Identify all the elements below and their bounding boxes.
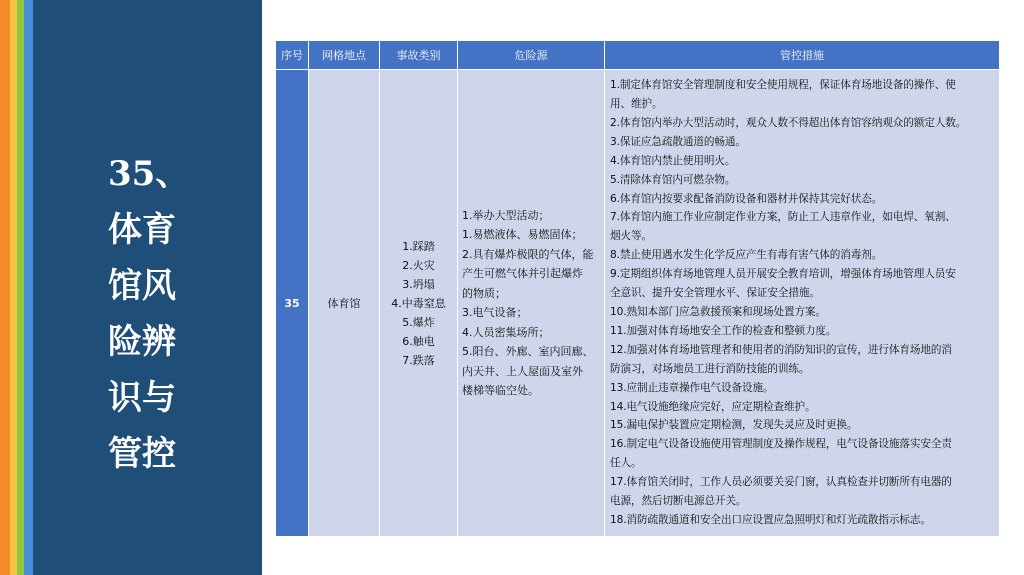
hazard-line: 的物质； bbox=[462, 286, 506, 300]
hazard-line: 2.具有爆炸极限的气体，能 bbox=[462, 247, 594, 261]
measure-line: 7.体育馆内施工作业应制定作业方案，防止工人违章作业，如电焊、氧割、 bbox=[610, 211, 956, 224]
measure-line: 14.电气设施绝缘应完好，应定期检查维护。 bbox=[610, 400, 816, 413]
cell-accident-types bbox=[380, 70, 458, 537]
cell-control-measures bbox=[605, 70, 1000, 537]
hazard-line: 3.电气设备； bbox=[462, 306, 528, 319]
measure-line: 任人。 bbox=[610, 457, 642, 470]
measure-line: 11.加强对体育场地安全工作的检查和整顿力度。 bbox=[610, 324, 837, 337]
measure-line: 8.禁止使用遇水发生化学反应产生有毒有害气体的消毒剂。 bbox=[610, 249, 883, 262]
measure-line: 9.定期组织体育场地管理人员开展安全教育培训，增强体育场地管理人员安 bbox=[610, 268, 956, 281]
accident-type-item: 3.坍塌 bbox=[402, 277, 435, 291]
slide-title bbox=[108, 146, 228, 482]
table-row bbox=[276, 70, 1000, 537]
measure-line: 5.清除体育馆内可燃杂物。 bbox=[610, 173, 736, 186]
accident-type-item: 7.跌落 bbox=[402, 353, 435, 367]
measure-line: 12.加强对体育场地管理者和使用者的消防知识的宣传，进行体育场地的消 bbox=[610, 343, 952, 356]
header-control-measures: 管控措施 bbox=[605, 41, 1000, 70]
measure-line: 15.漏电保护装置应定期检测，发现失灵应及时更换。 bbox=[610, 419, 858, 432]
measure-line: 电源，然后切断电源总开关。 bbox=[610, 495, 747, 508]
decor-stripe-green bbox=[17, 0, 24, 575]
decor-stripe-yellow bbox=[10, 0, 17, 575]
title-line: 35、 bbox=[108, 154, 190, 194]
hazard-line: 1.易燃液体、易燃固体； bbox=[462, 228, 583, 241]
hazard-line: 5.阳台、外廊、室内回廊、 bbox=[462, 345, 594, 358]
header-location: 网格地点 bbox=[309, 41, 380, 70]
risk-table bbox=[275, 40, 1000, 537]
hazard-line: 4.人员密集场所； bbox=[462, 325, 550, 339]
accident-type-item: 2.火灾 bbox=[402, 258, 435, 272]
risk-table-container bbox=[275, 40, 999, 537]
title-line: 体育 bbox=[108, 210, 176, 250]
decor-stripe-blue bbox=[24, 0, 33, 575]
header-hazard-source: 危险源 bbox=[458, 41, 605, 70]
cell-number: 35 bbox=[276, 70, 309, 537]
hazard-line: 产生可燃气体并引起爆炸 bbox=[462, 267, 583, 280]
measure-line: 全意识、提升安全管理水平、保证安全措施。 bbox=[610, 287, 820, 300]
hazard-line: 内天井、上人屋面及室外 bbox=[462, 364, 583, 378]
measure-line: 1.制定体育馆安全管理制度和安全使用规程，保证体育场地设备的操作、使 bbox=[610, 79, 956, 92]
title-line: 识与 bbox=[108, 378, 176, 418]
measure-line: 烟火等。 bbox=[610, 230, 652, 243]
title-line: 管控 bbox=[108, 434, 176, 474]
accident-type-item: 5.爆炸 bbox=[402, 315, 435, 329]
hazard-line: 楼梯等临空处。 bbox=[462, 384, 539, 397]
header-accident-type: 事故类别 bbox=[380, 41, 458, 70]
cell-location: 体育馆 bbox=[309, 70, 380, 537]
measure-line: 防演习，对场地员工进行消防技能的训练。 bbox=[610, 362, 810, 375]
table-header-row bbox=[276, 41, 1000, 70]
measure-line: 用、维护。 bbox=[610, 98, 663, 111]
measure-line: 3.保证应急疏散通道的畅通。 bbox=[610, 135, 746, 148]
accident-type-item: 6.触电 bbox=[402, 334, 435, 348]
measure-line: 2.体育馆内举办大型活动时，观众人数不得超出体育馆容纳观众的额定人数。 bbox=[610, 116, 967, 129]
accident-type-item: 4.中毒窒息 bbox=[391, 296, 446, 310]
measure-line: 13.应制止违章操作电气设备设施。 bbox=[610, 381, 774, 394]
cell-hazards bbox=[458, 70, 605, 537]
hazard-line: 1.举办大型活动； bbox=[462, 208, 550, 222]
title-line: 馆风 bbox=[108, 266, 176, 306]
measure-line: 10.熟知本部门应急救援预案和现场处置方案。 bbox=[610, 306, 826, 318]
measure-line: 17.体育馆关闭时，工作人员必须要关妥门窗，认真检查并切断所有电器的 bbox=[610, 476, 952, 489]
measure-line: 4.体育馆内禁止使用明火。 bbox=[610, 154, 736, 167]
measure-line: 6.体育馆内按要求配备消防设备和器材并保持其完好状态。 bbox=[610, 192, 883, 205]
measure-line: 16.制定电气设备设施使用管理制度及操作规程，电气设备设施落实安全责 bbox=[610, 438, 952, 451]
header-number: 序号 bbox=[276, 41, 309, 70]
accident-type-item: 1.踩踏 bbox=[402, 239, 435, 253]
title-line: 险辨 bbox=[108, 322, 176, 362]
measure-line: 18.消防疏散通道和安全出口应设置应急照明灯和灯光疏散指示标志。 bbox=[610, 513, 931, 526]
decor-stripe-orange bbox=[0, 0, 10, 575]
